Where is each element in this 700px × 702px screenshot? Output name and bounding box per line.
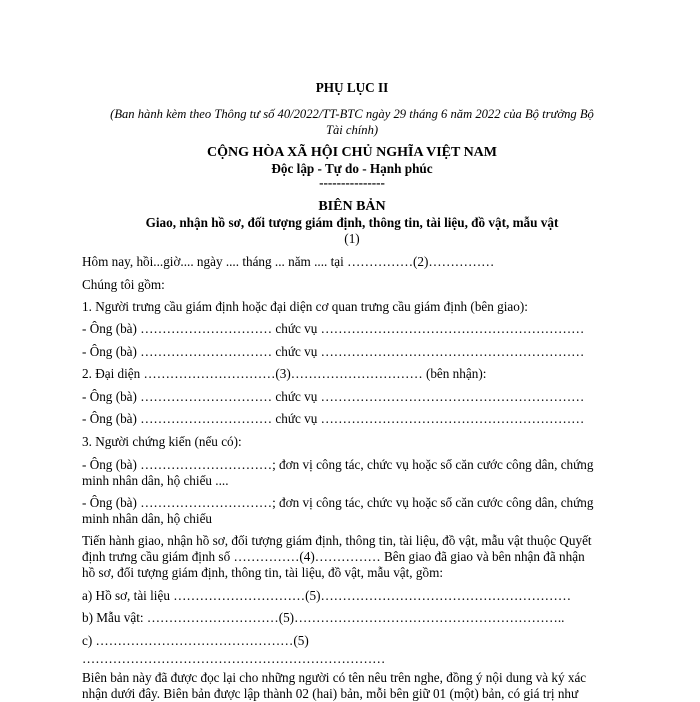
proceed-line-b: định trưng cầu giám định số ……………(4)…………… Bên giao đã giao và bên nhận đã nhận bbox=[82, 549, 585, 564]
header-divider: --------------- bbox=[319, 175, 385, 190]
closing-line-a: Biên bản này đã được đọc lại cho những người có tên nêu trên nghe, đồng ý nội dung và ký xác bbox=[82, 670, 587, 685]
item-b: b) Mẫu vật: …………………………(5)…………………………………………………….. bbox=[82, 610, 565, 625]
proceed-line-a: Tiến hành giao, nhận hồ sơ, đối tượng giám định, thông tin, tài liệu, đồ vật, mẫu vật thuộc Quyết bbox=[82, 533, 592, 548]
document-subtitle: Giao, nhận hồ sơ, đối tượng giám định, thông tin, tài liệu, đồ vật, mẫu vật bbox=[145, 215, 559, 230]
section-1-row-2: - Ông (bà) ………………………… chức vụ …………………………………………………… bbox=[82, 344, 585, 359]
item-c-continuation: …………………………………………………………… bbox=[82, 651, 386, 666]
section-3-row-2a: - Ông (bà) …………………………; đơn vị công tác, chức vụ hoặc số căn cước công dân, chứng bbox=[82, 495, 594, 510]
appendix-title: PHỤ LỤC II bbox=[315, 80, 389, 95]
section-3-heading: 3. Người chứng kiến (nếu có): bbox=[82, 434, 242, 449]
section-1-heading: 1. Người trưng cầu giám định hoặc đại diện cơ quan trưng cầu giám định (bên giao): bbox=[82, 299, 528, 314]
section-2-row-2: - Ông (bà) ………………………… chức vụ …………………………………………………… bbox=[82, 411, 585, 426]
proceed-line-c: hồ sơ, đối tượng giám định, thông tin, tài liệu, đồ vật, mẫu vật, gồm: bbox=[82, 565, 444, 580]
issued-note-line1: (Ban hành kèm theo Thông tư số 40/2022/TT-BTC ngày 29 tháng 6 năm 2022 của Bộ trưởng Bộ bbox=[110, 107, 594, 121]
closing-line-b: nhận dưới đây. Biên bản được lập thành 02 (hai) bản, mỗi bên giữ 01 (một) bản, có giá trị như bbox=[82, 686, 579, 701]
section-3-row-1b: minh nhân dân, hộ chiếu .... bbox=[82, 473, 229, 488]
item-c: c) ………………………………………(5) bbox=[82, 633, 309, 648]
item-a: a) Hồ sơ, tài liệu …………………………(5)………………………………………………… bbox=[82, 588, 572, 603]
section-3-row-1a: - Ông (bà) …………………………; đơn vị công tác, chức vụ hoặc số căn cước công dân, chứng bbox=[82, 457, 594, 472]
section-2-heading: 2. Đại diện …………………………(3)………………………… (bên nhận): bbox=[82, 366, 487, 381]
section-1-row-1: - Ông (bà) ………………………… chức vụ …………………………………………………… bbox=[82, 321, 585, 336]
document-title: BIÊN BẢN bbox=[318, 199, 386, 214]
we-include: Chúng tôi gồm: bbox=[82, 277, 165, 292]
section-3-row-2b: minh nhân dân, hộ chiếu bbox=[82, 511, 213, 526]
issued-note-line2: Tài chính) bbox=[325, 123, 379, 137]
section-2-row-1: - Ông (bà) ………………………… chức vụ …………………………………………………… bbox=[82, 389, 585, 404]
national-motto: Độc lập - Tự do - Hạnh phúc bbox=[271, 161, 433, 176]
country-name: CỘNG HÒA XÃ HỘI CHỦ NGHĨA VIỆT NAM bbox=[206, 145, 497, 160]
date-line: Hôm nay, hồi...giờ.... ngày .... tháng ... năm .... tại ……………(2)…………… bbox=[82, 254, 495, 269]
title-note: (1) bbox=[344, 231, 360, 246]
